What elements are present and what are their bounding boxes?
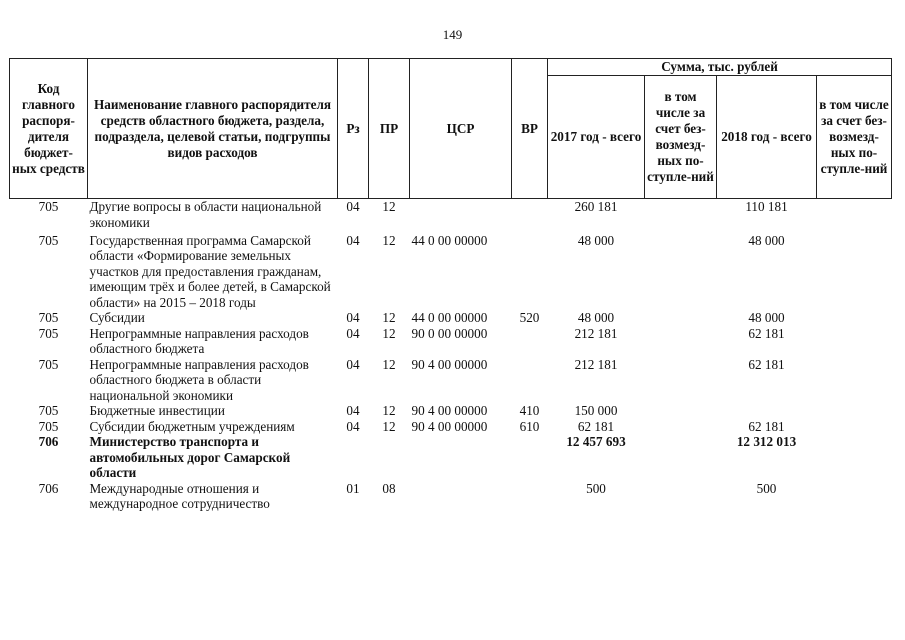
- table-row: [10, 403, 892, 419]
- cell-2017-total: 500: [586, 480, 606, 496]
- cell-2018-free: [817, 310, 892, 326]
- table-row: [10, 357, 892, 404]
- cell-rz: 04: [346, 199, 360, 214]
- cell-vr: [512, 434, 548, 481]
- header-2017-total: 2017 год - всего: [548, 76, 645, 199]
- cell-2017-total: 150 000: [574, 403, 618, 418]
- cell-2018-total: 62 181: [748, 325, 785, 341]
- cell-csr: 44 0 00 00000: [411, 232, 488, 248]
- cell-2017-total: 212 181: [574, 325, 618, 341]
- cell-2018-free: [817, 419, 892, 435]
- cell-vr: [512, 233, 548, 311]
- cell-vr: [512, 357, 548, 404]
- cell-pr: 12: [382, 418, 396, 434]
- cell-name: Министерство транспорта и автомобильных дорог Самарской области: [89, 434, 291, 480]
- cell-pr: 12: [382, 356, 396, 372]
- header-2017-free: в том числе за счет без-возмезд-ных по-ступле-ний: [645, 76, 717, 199]
- cell-rz: 01: [346, 480, 360, 496]
- cell-code: 705: [38, 325, 59, 341]
- page-number: 149: [442, 27, 463, 42]
- header-vr: ВР: [512, 59, 548, 199]
- cell-2018-total: [717, 403, 817, 419]
- cell-code: 705: [38, 403, 59, 418]
- header-2018-total: 2018 год - всего: [717, 76, 817, 199]
- cell-name: Непрограммные направления расходов областного бюджета в области национальной экономики: [89, 356, 309, 403]
- table-header: [10, 59, 892, 199]
- cell-2018-total: 62 181: [748, 418, 785, 434]
- cell-name: Непрограммные направления расходов областного бюджета: [89, 325, 309, 356]
- cell-name: Бюджетные инвестиции: [89, 403, 225, 418]
- cell-rz: 04: [346, 418, 360, 434]
- header-2018-free: в том числе за счет без-возмезд-ных по-ступле-ний: [817, 76, 892, 199]
- cell-code: 705: [38, 356, 59, 372]
- cell-2018-free: [817, 326, 892, 357]
- cell-rz: 04: [346, 356, 360, 372]
- cell-csr: [410, 481, 512, 512]
- cell-2018-free: [817, 434, 892, 481]
- header-name: Наименование главного распорядителя средств областного бюджета, раздела, подраздела, целевой статьи, подгруппы видов расходов: [88, 59, 338, 199]
- cell-pr: [369, 434, 410, 481]
- cell-pr: 12: [382, 310, 396, 325]
- cell-2017-free: [645, 310, 717, 326]
- table-row: [10, 233, 892, 311]
- cell-name: Субсидии бюджетным учреждениям: [89, 418, 295, 434]
- cell-2018-total: 48 000: [748, 310, 785, 325]
- header-rz: Рз: [338, 59, 369, 199]
- table-row: [10, 434, 892, 481]
- cell-rz: 04: [346, 403, 360, 418]
- table-row: [10, 326, 892, 357]
- cell-2017-total: 62 181: [577, 418, 615, 434]
- cell-2018-total: 500: [756, 480, 777, 496]
- cell-code: 705: [38, 418, 59, 434]
- cell-2017-total: 48 000: [577, 310, 615, 325]
- table-body: [10, 199, 892, 512]
- cell-csr: 90 4 00 00000: [411, 403, 488, 418]
- cell-name: Государственная программа Самарской области «Формирование земельных участков для предоставления гражданам, имеющим трёх и более детей, в Самарской области» на 2015 – 2018 годы: [89, 232, 331, 310]
- cell-name: Субсидии: [89, 310, 145, 325]
- cell-pr: 12: [382, 232, 396, 248]
- cell-2017-free: [645, 199, 717, 233]
- header-csr: ЦСР: [410, 59, 512, 199]
- cell-csr: 90 4 00 00000: [411, 418, 488, 434]
- cell-name: Другие вопросы в области национальной экономики: [89, 199, 322, 230]
- cell-csr: 90 4 00 00000: [411, 356, 488, 372]
- cell-2018-total: 62 181: [748, 356, 785, 372]
- cell-code: 706: [38, 434, 59, 449]
- cell-2018-free: [817, 403, 892, 419]
- cell-csr: [410, 199, 512, 233]
- header-pr: ПР: [369, 59, 410, 199]
- table-row: [10, 310, 892, 326]
- cell-pr: 08: [382, 480, 396, 496]
- cell-rz: 04: [346, 232, 360, 248]
- cell-pr: 12: [382, 325, 396, 341]
- cell-pr: 12: [382, 403, 396, 418]
- cell-vr: [512, 481, 548, 512]
- cell-pr: 12: [382, 199, 396, 214]
- cell-csr: 90 0 00 00000: [411, 325, 488, 341]
- cell-2018-free: [817, 481, 892, 512]
- table-row: [10, 199, 892, 233]
- cell-vr: 610: [519, 418, 540, 434]
- cell-vr: [512, 326, 548, 357]
- cell-code: 705: [38, 199, 59, 214]
- cell-2017-total: 260 181: [574, 199, 618, 214]
- cell-rz: 04: [346, 325, 360, 341]
- cell-2017-free: [645, 326, 717, 357]
- cell-code: 705: [38, 232, 59, 248]
- header-sum: Сумма, тыс. рублей: [548, 59, 892, 76]
- cell-rz: [338, 434, 369, 481]
- cell-2018-free: [817, 199, 892, 233]
- cell-vr: [512, 199, 548, 233]
- cell-code: 706: [38, 480, 59, 496]
- table-row: [10, 419, 892, 435]
- cell-2018-free: [817, 357, 892, 404]
- header-code: Код главного распоря-дителя бюджет-ных средств: [10, 59, 88, 199]
- cell-2018-total: 48 000: [748, 232, 785, 248]
- cell-2018-free: [817, 233, 892, 311]
- cell-code: 705: [38, 310, 59, 325]
- budget-table: [9, 58, 892, 512]
- cell-2017-total: 12 457 693: [566, 434, 626, 449]
- cell-2017-total: 48 000: [577, 232, 615, 248]
- table-row: [10, 481, 892, 512]
- cell-2017-free: [645, 434, 717, 481]
- cell-name: Международные отношения и международное сотрудничество: [89, 480, 270, 511]
- cell-vr: 410: [519, 403, 540, 418]
- cell-2017-free: [645, 357, 717, 404]
- cell-vr: 520: [519, 310, 540, 325]
- cell-rz: 04: [346, 310, 360, 325]
- cell-csr: 44 0 00 00000: [411, 310, 488, 325]
- cell-2018-total: 110 181: [745, 199, 788, 214]
- cell-2017-free: [645, 419, 717, 435]
- cell-2017-free: [645, 481, 717, 512]
- cell-csr: [410, 434, 512, 481]
- cell-2017-free: [645, 403, 717, 419]
- cell-2017-free: [645, 233, 717, 311]
- cell-2017-total: 212 181: [574, 356, 618, 372]
- cell-2018-total: 12 312 013: [736, 434, 797, 449]
